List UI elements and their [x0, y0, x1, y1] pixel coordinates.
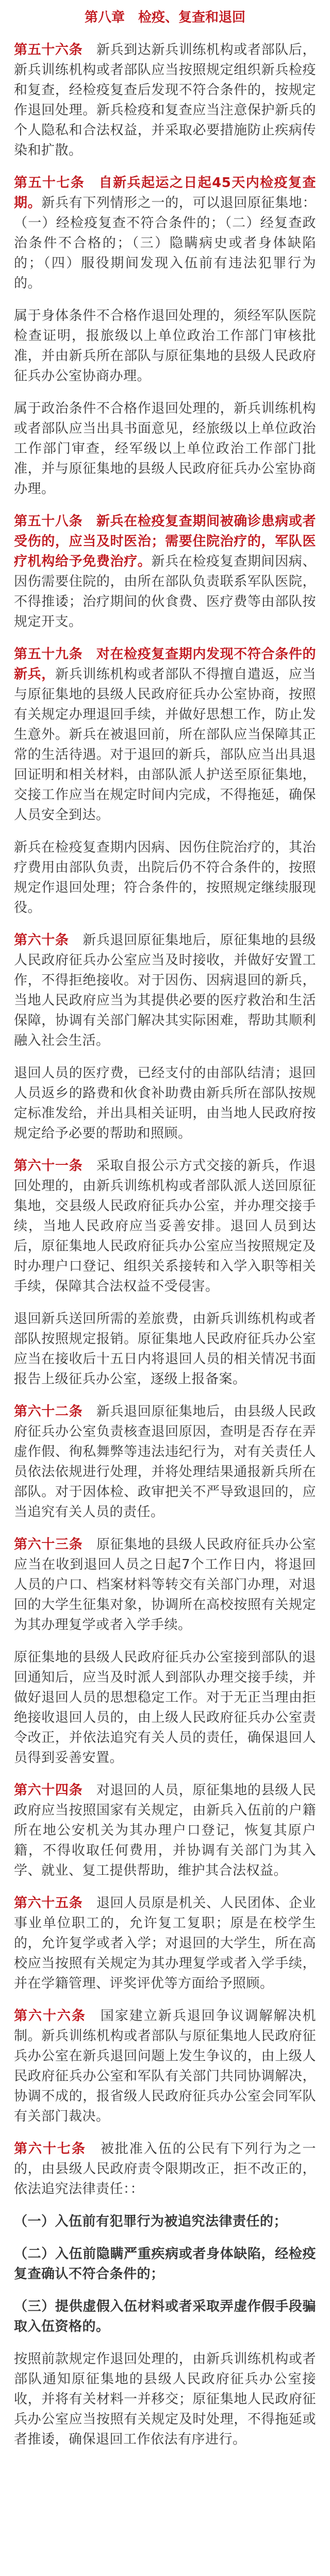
article-body: 新兵有下列情形之一的，可以退回原征集地：（一）经检疫复查不符合条件的；（二）经复查政治条件不合格的；（三）隐瞒病史或者身体缺陷的；（四）服役期间发现入伍前有违法犯罪行为的。: [14, 195, 316, 291]
article-number: 第六十三条: [14, 1537, 83, 1552]
article-paragraph: [14, 2297, 316, 2337]
article-body: 退回人员原是机关、人民团体、企业事业单位职工的，允许复工复职；原是在校学生的，允许复学或者入学；对退回的大学生，所在高校应当按照有关规定为其办理复学或者入学手续，并在学籍管理、评奖评优等方面给予照顾。: [14, 1895, 316, 1991]
article-number: 第五十八条: [14, 514, 83, 529]
article-body: 退回新兵送回所需的差旅费，由新兵训练机构或者部队按照规定报销。原征集地人民政府征兵办公室应当在接收后十五日内将退回人员的相关情况书面报告上级征兵办公室，逐级上报备案。: [14, 1311, 316, 1387]
article-emphasis: 自新兵起运之日起45天内检疫复查期。: [14, 175, 316, 211]
article-number: 第五十六条: [14, 42, 83, 58]
article-number: 第五十九条: [14, 647, 83, 662]
article-number: 第六十一条: [14, 1158, 83, 1174]
article-number: 第六十七条: [14, 2141, 86, 2157]
article-body: 属于政治条件不合格作退回处理的，新兵训练机构或者部队应当出具书面意见，经旅级以上单位政治工作部门审查，经军级以上单位政治工作部门批准，并与原征集地的县级人民政府征兵办公室协商办理。: [14, 401, 316, 497]
article-body: 新兵退回原征集地后，原征集地的县级人民政府征兵办公室应当及时接收，并做好安置工作，不得拒绝接收。对于因伤、因病退回的新兵，当地人民政府应当为其提供必要的医疗救治和生活保障，协调有关部门解决其实际困难，帮助其顺利融入社会生活。: [14, 933, 316, 1048]
article-paragraph: [14, 1648, 316, 1768]
article-paragraph: [14, 399, 316, 499]
article-number: 第六十二条: [14, 1404, 83, 1419]
article-paragraph: [14, 1893, 316, 1994]
article-body: 对退回的人员，原征集地的县级人民政府应当按照国家有关规定，由新兵入伍前的户籍所在地公安机关为其办理户口登记，恢复其原户籍，不得收取任何费用，并协调有关部门为其入学、就业、复工提供帮助，维护其合法权益。: [14, 1783, 316, 1878]
article-paragraph: [14, 306, 316, 386]
article-number: 第六十六条: [14, 2008, 86, 2024]
article-paragraph: [14, 2349, 316, 2450]
article-body: 被批准入伍的公民有下列行为之一的，由县级人民政府责令限期改正，拒不改正的，依法追究法律责任：：: [14, 2141, 316, 2197]
article-body: 新兵在检疫复查期间因病、因伤需要住院的，由所在部队负责联系军队医院，不得推诿；治疗期间的伙食费、医疗费等由部队按规定开支。: [14, 554, 316, 630]
article-paragraph: [14, 645, 316, 825]
article-paragraph: [14, 1535, 316, 1635]
article-body: 新兵到达新兵训练机构或者部队后，新兵训练机构或者部队应当按照规定组织新兵检疫和复查，经检疫复查后发现不符合条件的，按规定作退回处理。新兵检疫和复查应当注意保护新兵的个人隐私和合法权益，并采取必要措施防止疾病传染和扩散。: [14, 42, 316, 158]
article-paragraph: [14, 930, 316, 1051]
article-number: 第六十条: [14, 933, 69, 948]
chapter-title: 第八章 检疫、复查和退回: [84, 10, 245, 25]
article-paragraph: [14, 2244, 316, 2284]
article-paragraph: [14, 2006, 316, 2127]
article-paragraph: [14, 173, 316, 294]
article-paragraph: [14, 1402, 316, 1522]
article-number: 第六十五条: [14, 1895, 83, 1911]
article-number: （一）入伍前有犯罪行为被追究法律责任的；: [14, 2214, 288, 2229]
article-body: 新兵训练机构或者部队不得擅自遣返，应当与原征集地的县级人民政府征兵办公室协商，按照有关规定办理退回手续，并做好思想工作，防止发生意外。新兵在被退回前，所在部队应当保障其正常的生活待遇。对于退回的新兵，部队应当出具退回证明和相关材料，由部队派人护送至原征集地，交接工作应当在规定时间内完成，不得拖延，确保人员安全到达。: [14, 667, 316, 823]
article-paragraph: [14, 1781, 316, 1881]
article-body: 退回人员的医疗费，已经支付的由部队结清；退回人员返乡的路费和伙食补助费由新兵所在部队按规定标准发给，并出具相关证明，由当地人民政府按规定给予必要的帮助和照顾。: [14, 1065, 316, 1141]
article-paragraph: [14, 512, 316, 632]
article-body: 原征集地的县级人民政府征兵办公室接到部队的退回通知后，应当及时派人到部队办理交接手续，并做好退回人员的思想稳定工作。对于无正当理由拒绝接收退回人员的，由上级人民政府征兵办公室责令改正，并依法追究有关人员的责任，确保退回人员得到妥善安置。: [14, 1650, 316, 1766]
article-paragraph: [14, 1063, 316, 1144]
article-paragraph: [14, 838, 316, 918]
article-paragraph: [14, 1309, 316, 1389]
article-body: 新兵退回原征集地后，由县级人民政府征兵办公室负责核查退回原因，查明是否存在弄虚作假、徇私舞弊等违法违纪行为，对有关责任人员依法依规进行处理，并将处理结果通报新兵所在部队。对于因体检、政审把关不严导致退回的，应当追究有关人员的责任。: [14, 1404, 316, 1520]
article-number: （三）提供虚假入伍材料或者采取弄虚作假手段骗取入伍资格的。: [14, 2299, 316, 2334]
article-list: [14, 40, 316, 2450]
article-body: 按照前款规定作退回处理的，由新兵训练机构或者部队通知原征集地的县级人民政府征兵办公室接收，并将有关材料一并移交；原征集地人民政府征兵办公室应当按照有关规定及时处理，不得拖延或者推诿，确保退回工作依法有序进行。: [14, 2351, 316, 2447]
article-body: 采取自报公示方式交接的新兵，作退回处理的，由新兵训练机构或者部队派人送回原征集地，交县级人民政府征兵办公室，并办理交接手续，当地人民政府应当妥善安排。退回人员到达后，原征集地人民政府征兵办公室应当按照规定及时办理户口登记、组织关系接转和入学入职等相关手续，保障其合法权益不受侵害。: [14, 1158, 316, 1294]
article-paragraph: [14, 2212, 316, 2232]
article-paragraph: [14, 40, 316, 161]
article-number: 第五十七条: [14, 175, 85, 191]
article-number: 第六十四条: [14, 1783, 83, 1798]
article-body: 国家建立新兵退回争议调解解决机制。新兵训练机构或者部队与原征集地人民政府征兵办公室在新兵退回问题上发生争议的，由上级人民政府征兵办公室和军队有关部门共同协调解决，协调不成的，报省级人民政府征兵办公室会同军队有关部门裁决。: [14, 2008, 316, 2124]
article-paragraph: [14, 2139, 316, 2199]
article-emphasis: 新兵在检疫复查期间被确诊患病或者受伤的，应当及时医治；需要住院治疗的，军队医疗机构给予免费治疗。: [14, 514, 316, 569]
article-body: 属于身体条件不合格作退回处理的，须经军队医院检查证明，报旅级以上单位政治工作部门审核批准，并由新兵所在部队与原征集地的县级人民政府征兵办公室协商办理。: [14, 308, 316, 384]
article-body: 新兵在检疫复查期内因病、因伤住院治疗的，其治疗费用由部队负责，出院后仍不符合条件的，按照规定作退回处理；符合条件的，按照规定继续服现役。: [14, 840, 316, 916]
article-paragraph: [14, 1156, 316, 1297]
article-emphasis: 对在检疫复查期内发现不符合条件的新兵，: [14, 647, 316, 682]
article-body: 原征集地的县级人民政府征兵办公室应当在收到退回人员之日起7个工作日内，将退回人员的户口、档案材料等转交有关部门办理，对退回的大学生征集对象，协调所在高校按照有关规定为其办理复学或者入学手续。: [14, 1537, 316, 1633]
article-number: （二）入伍前隐瞒严重疾病或者身体缺陷，经检疫复查确认不符合条件的；: [14, 2246, 316, 2282]
